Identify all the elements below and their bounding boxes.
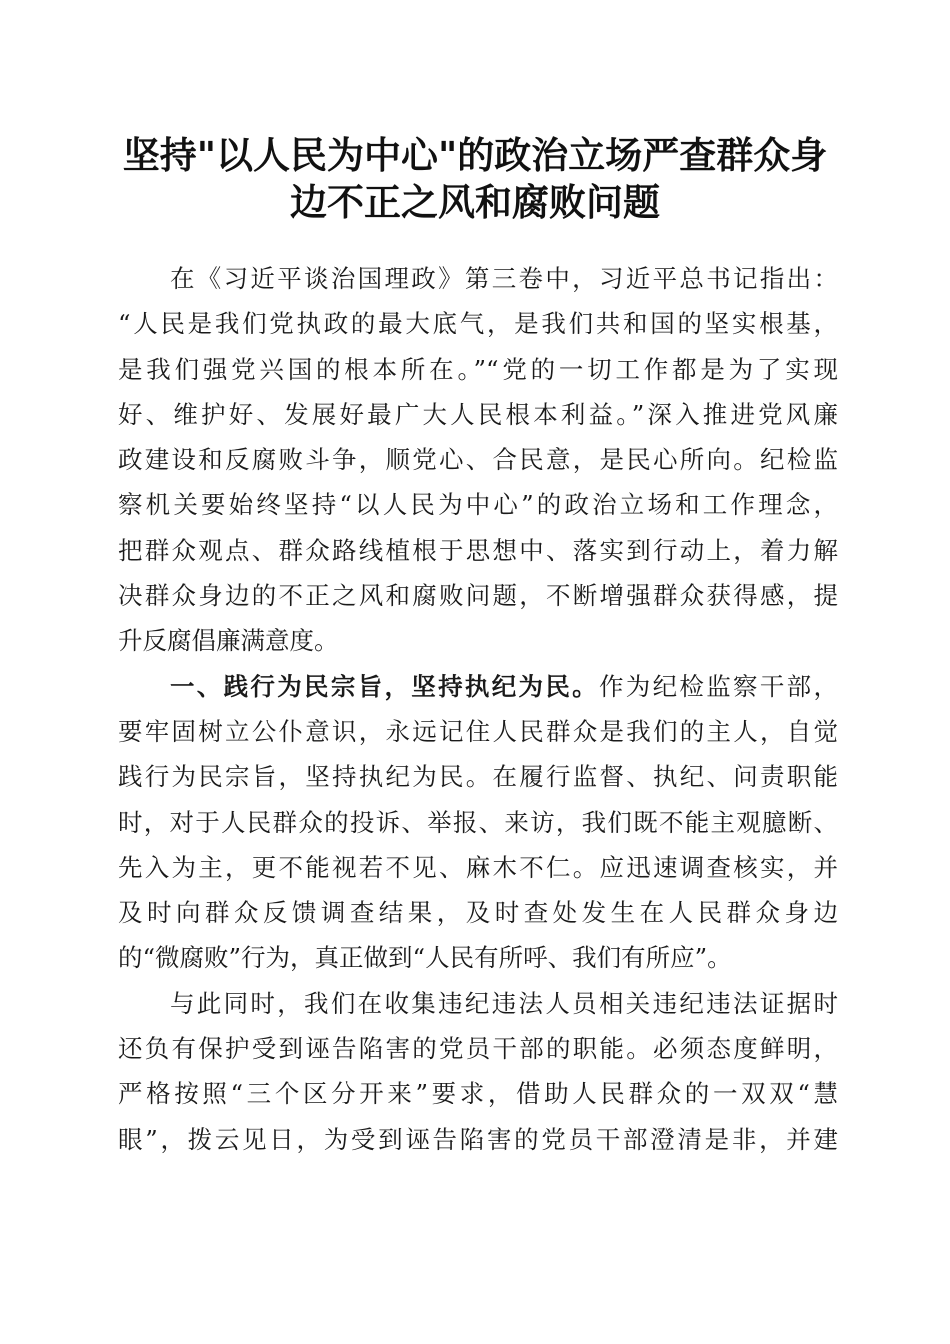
text-line: 与此同时，我们在收集违纪违法人员相关违纪违法证据时 [170, 988, 838, 1018]
page-title [110, 132, 840, 226]
text-line: 的“微腐败”行为，真正做到“人民有所呼、我们有所应”。 [118, 943, 732, 973]
text-line: 严格按照“三个区分开来”要求，借助人民群众的一双双“慧 [118, 1079, 838, 1109]
text-line: 是我们强党兴国的根本所在。”“党的一切工作都是为了实现 [118, 354, 838, 384]
paragraph-2 [118, 664, 838, 981]
title-line-2: 边不正之风和腐败问题 [290, 180, 660, 224]
paragraph-3 [118, 981, 838, 1162]
text-line [118, 664, 838, 709]
text-line: 好、维护好、发展好最广大人民根本利益。”深入推进党风廉 [118, 399, 838, 429]
text-line: 察机关要始终坚持“以人民为中心”的政治立场和工作理念， [118, 490, 838, 520]
text-line: 决群众身边的不正之风和腐败问题，不断增强群众获得感，提 [118, 581, 838, 611]
section-heading: 一、践行为民宗旨，坚持执纪为民。 [170, 671, 599, 701]
text-line: 政建设和反腐败斗争，顺党心、合民意，是民心所向。纪检监 [118, 445, 838, 475]
text-line: 先入为主，更不能视若不见、麻木不仁。应迅速调查核实，并 [118, 852, 838, 882]
text-line: 践行为民宗旨，坚持执纪为民。在履行监督、执纪、问责职能 [118, 762, 838, 792]
text-line: 时，对于人民群众的投诉、举报、来访，我们既不能主观臆断、 [118, 807, 838, 837]
title-line-1: 坚持"以人民为中心"的政治立场严查群众身 [122, 133, 828, 177]
body-text [118, 256, 838, 1162]
text-line: 把群众观点、群众路线植根于思想中、落实到行动上，着力解 [118, 535, 838, 565]
text-line: 及时向群众反馈调查结果，及时查处发生在人民群众身边 [118, 898, 838, 928]
text-line: 升反腐倡廉满意度。 [118, 626, 339, 656]
heading-line-rest: 作为纪检监察干部， [599, 671, 838, 701]
text-line: 在《习近平谈治国理政》第三卷中，习近平总书记指出： [170, 264, 838, 293]
text-line: “人民是我们党执政的最大底气，是我们共和国的坚实根基， [118, 309, 838, 339]
text-line: 眼”，拨云见日，为受到诬告陷害的党员干部澄清是非，并建 [118, 1124, 838, 1154]
text-line: 要牢固树立公仆意识，永远记住人民群众是我们的主人，自觉 [118, 716, 838, 746]
text-line: 还负有保护受到诬告陷害的党员干部的职能。必须态度鲜明， [118, 1034, 838, 1064]
paragraph-1 [118, 256, 838, 664]
